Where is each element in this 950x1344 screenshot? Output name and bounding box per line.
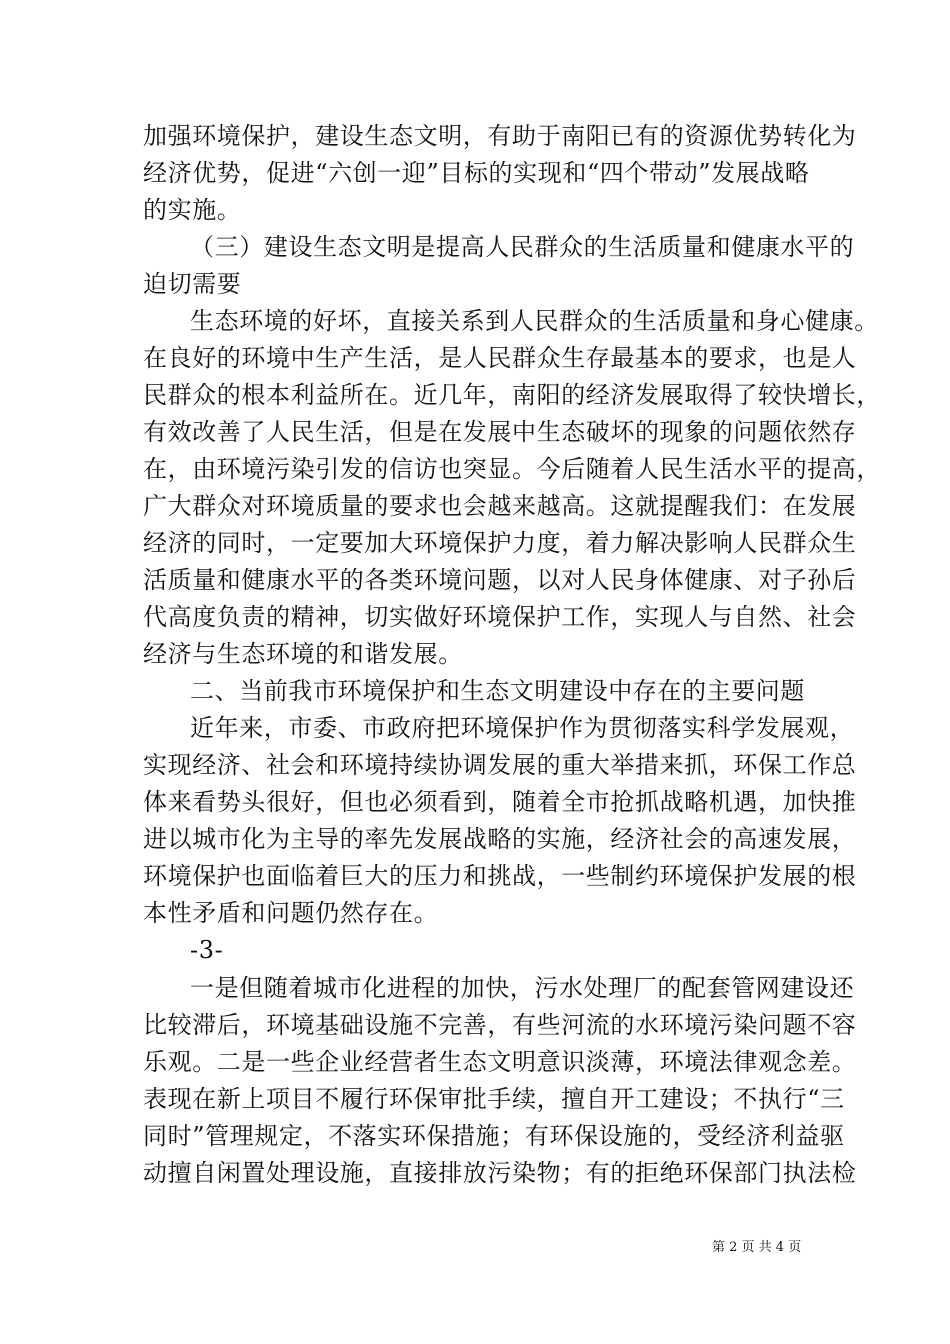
text-line: 迫切需要 xyxy=(143,270,242,298)
inline-page-number: -3- xyxy=(190,936,224,964)
text-line: 乐观。二是一些企业经营者生态文明意识淡薄，环境法律观念差。 xyxy=(143,1048,857,1076)
text-line: 同时”管理规定，不落实环保措施；有环保设施的，受经济利益驱 xyxy=(143,1122,845,1150)
text-line: 在良好的环境中生产生活，是人民群众生存最基本的要求，也是人 xyxy=(143,344,857,372)
section-heading-3: （三）建设生态文明是提高人民群众的生活质量和健康水平的 xyxy=(190,233,855,261)
text-line: 实现经济、社会和环境持续协调发展的重大举措来抓，环保工作总 xyxy=(143,751,857,779)
text-line: 环境保护也面临着巨大的压力和挑战，一些制约环境保护发展的根 xyxy=(143,862,857,890)
text-line: 有效改善了人民生活，但是在发展中生态破坏的现象的问题依然存 xyxy=(143,418,857,446)
text-line: 广大群众对环境质量的要求也会越来越高。这就提醒我们：在发展 xyxy=(143,492,857,520)
text-line: 活质量和健康水平的各类环境问题，以对人民身体健康、对子孙后 xyxy=(143,566,857,594)
section-heading-2: 二、当前我市环境保护和生态文明建设中存在的主要问题 xyxy=(190,677,805,705)
text-line: 进以城市化为主导的率先发展战略的实施，经济社会的高速发展， xyxy=(143,825,857,853)
text-line: 表现在新上项目不履行环保审批手续，擅自开工建设；不执行“三 xyxy=(143,1085,845,1113)
page-footer: 第 2 页 共 4 页 xyxy=(712,1240,802,1255)
paragraph-start: 一是但随着城市化进程的加快，污水处理厂的配套管网建设还 xyxy=(190,974,855,1002)
text-line: 代高度负责的精神，切实做好环境保护工作，实现人与自然、社会 xyxy=(143,603,857,631)
text-line: 经济与生态环境的和谐发展。 xyxy=(143,640,463,668)
text-line: 加强环境保护，建设生态文明，有助于南阳已有的资源优势转化为 xyxy=(143,122,857,150)
text-line: 动擅自闲置处理设施，直接排放污染物；有的拒绝环保部门执法检 xyxy=(143,1159,857,1187)
text-line: 经济优势，促进“六创一迎”目标的实现和“四个带动”发展战略 xyxy=(143,159,810,187)
text-line: 比较滞后，环境基础设施不完善，有些河流的水环境污染问题不容 xyxy=(143,1011,857,1039)
text-line: 民群众的根本利益所在。近几年，南阳的经济发展取得了较快增长， xyxy=(143,381,881,409)
text-line: 在，由环境污染引发的信访也突显。今后随着人民生活水平的提高， xyxy=(143,455,881,483)
text-line: 本性矛盾和问题仍然存在。 xyxy=(143,899,439,927)
text-line: 经济的同时，一定要加大环境保护力度，着力解决影响人民群众生 xyxy=(143,529,857,557)
paragraph-start: 生态环境的好坏，直接关系到人民群众的生活质量和身心健康。 xyxy=(190,307,879,335)
text-line: 体来看势头很好，但也必须看到，随着全市抢抓战略机遇，加快推 xyxy=(143,788,857,816)
paragraph-start: 近年来，市委、市政府把环境保护作为贯彻落实科学发展观， xyxy=(190,714,855,742)
text-line: 的实施。 xyxy=(143,196,242,224)
